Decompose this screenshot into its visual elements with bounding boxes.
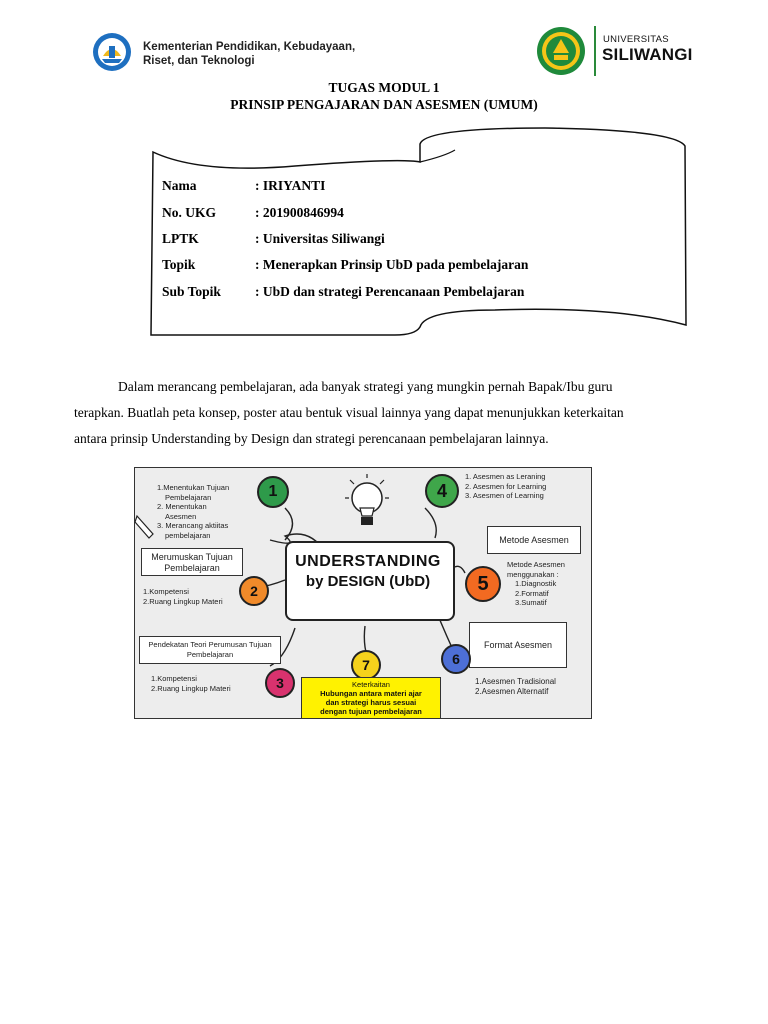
- center-title: UNDERSTANDING by DESIGN (UbD): [295, 553, 441, 590]
- box-merumuskan-tujuan: Merumuskan Tujuan Pembelajaran: [141, 548, 243, 576]
- unsil-label-big: SILIWANGI: [602, 45, 693, 64]
- instruction-paragraph: Dalam merancang pembelajaran, ada banyak strategi yang mungkin pernah Bapak/Ibu guru terapkan. Buatlah peta konsep, poster atau bentuk visual lainnya yang dapat menunjukkan keterkaitan antara prinsip Understanding by Design dan strategi perencanaan pembelajaran lainnya.: [74, 379, 624, 446]
- number-circle-1: 1: [257, 476, 289, 508]
- item7-text: Keterkaitan Hubungan antara materi ajar dan strategi harus sesuai dengan tujuan pembelajaran: [320, 680, 422, 716]
- item2-text: 1.Kompetensi 2.Ruang Lingkup Materi: [143, 587, 223, 606]
- box-metode-asesmen: Metode Asesmen: [487, 526, 581, 554]
- unsil-logo: [536, 26, 586, 76]
- identity-value-subtopik: : UbD dan strategi Perencanaan Pembelajaran: [255, 284, 525, 299]
- kemdikbud-name: Kementerian Pendidikan, Kebudayaan, Riset, dan Teknologi: [143, 41, 356, 67]
- ubd-infographic: [134, 467, 592, 719]
- document-title: TUGAS MODUL 1 PRINSIP PENGAJARAN DAN ASESMEN (UMUM): [230, 80, 538, 112]
- identity-label-ukg: No. UKG: [162, 205, 216, 220]
- item1-text: 1.Menentukan Tujuan Pembelajaran 2. Menentukan Asesmen 3. Merancang aktiitas pembelajaran: [157, 483, 230, 540]
- lightbulb-icon: [345, 474, 389, 525]
- identity-label-topik: Topik: [162, 257, 196, 272]
- identity-label-subtopik: Sub Topik: [162, 284, 221, 299]
- pencil-icon: [135, 516, 153, 538]
- item6-text: 1.Asesmen Tradisional 2.Asesmen Alternatif: [475, 677, 556, 696]
- number-circle-4: 4: [425, 474, 459, 508]
- box-format-asesmen: Format Asesmen: [469, 622, 567, 668]
- item5-text: Metode Asesmen menggunakan : 1.Diagnostik 2.Formatif 3.Sumatif: [507, 560, 565, 607]
- number-circle-6: 6: [441, 644, 471, 674]
- identity-value-nama: : IRIYANTI: [255, 178, 326, 193]
- unsil-divider: [594, 26, 596, 76]
- unsil-label-small: UNIVERSITAS: [603, 34, 669, 45]
- kemdikbud-logo: [92, 32, 132, 72]
- identity-label-nama: Nama: [162, 178, 197, 193]
- identity-label-lptk: LPTK: [162, 231, 199, 246]
- identity-value-lptk: : Universitas Siliwangi: [255, 231, 385, 246]
- item4-text: 1. Asesmen as Leraning 2. Asesmen for Learning 3. Asesmen of Learning: [465, 472, 547, 500]
- number-circle-2: 2: [239, 576, 269, 606]
- number-circle-3: 3: [265, 668, 295, 698]
- number-circle-7: 7: [351, 650, 381, 680]
- item3-text: 1.Kompetensi 2.Ruang Lingkup Materi: [151, 674, 231, 693]
- box-pendekatan-teori: Pendekatan Teori Perumusan Tujuan Pembelajaran: [139, 636, 281, 664]
- identity-banner-frame: [145, 122, 695, 342]
- identity-value-ukg: : 201900846994: [255, 205, 344, 220]
- identity-value-topik: : Menerapkan Prinsip UbD pada pembelajaran: [255, 257, 529, 272]
- number-circle-5: 5: [465, 566, 501, 602]
